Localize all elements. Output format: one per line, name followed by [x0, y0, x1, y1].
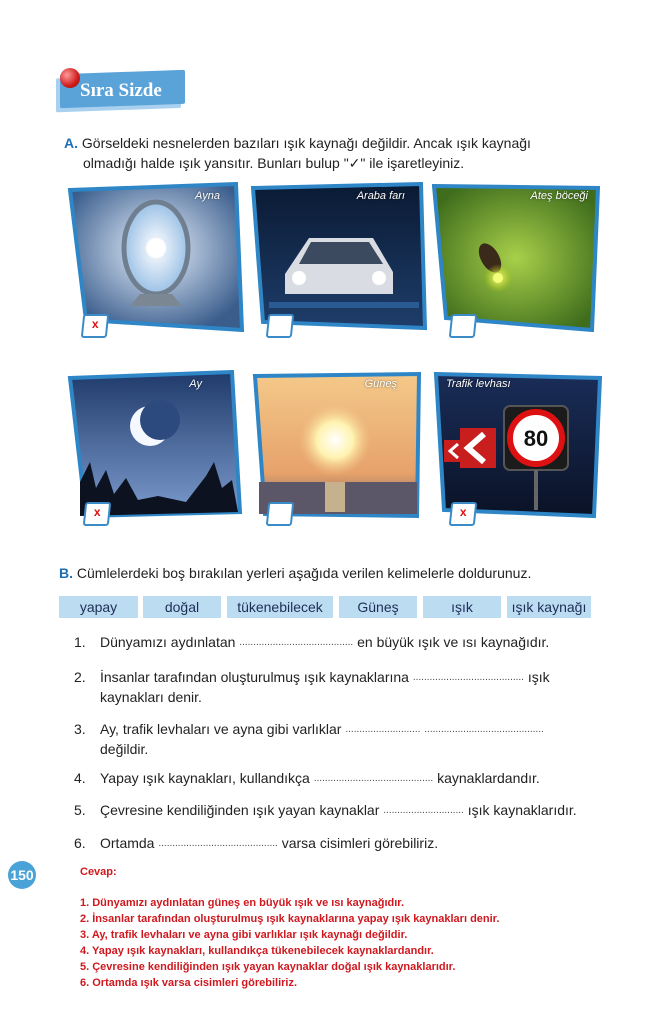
sentence-number: 3.	[74, 721, 86, 737]
blank[interactable]: ...........................................	[313, 773, 434, 784]
answer-checkbox[interactable]	[81, 314, 110, 338]
answer-title: Cevap:	[80, 866, 117, 878]
answer-line: 6. Ortamda ışık varsa cisimleri görebiliriz.	[80, 977, 298, 989]
mirror-image	[64, 182, 244, 332]
moon-image	[66, 370, 246, 520]
x-mark: x	[459, 505, 467, 519]
sentence-text: Ortamda	[100, 835, 155, 851]
card-sun	[249, 370, 429, 520]
word-bank-item: Güneş	[339, 596, 417, 618]
question-a-letter: A.	[64, 135, 78, 151]
word-bank-item: ışık	[423, 596, 501, 618]
sentence-text: Çevresine kendiliğinden ışık yayan kaynaklar	[100, 802, 380, 818]
sentence-text: ışık kaynaklarıdır.	[467, 802, 577, 818]
answer-line: 3. Ay, trafik levhaları ve ayna gibi varlıklar ışık kaynağı değildir.	[80, 929, 408, 941]
sentence-number: 6.	[74, 835, 86, 851]
answer-line: 4. Yapay ışık kaynakları, kullandıkça tükenebilecek kaynaklardandır.	[80, 945, 434, 957]
sentence-text: Ay, trafik levhaları ve ayna gibi varlıklar	[100, 721, 342, 737]
blank[interactable]: ...........................	[345, 724, 421, 735]
blank[interactable]: ...........................................	[158, 838, 278, 849]
card-traffic-sign	[432, 370, 612, 520]
sentence-4	[74, 768, 594, 788]
sentence-text: Dünyamızı aydınlatan	[100, 634, 236, 650]
sentence-text: en büyük ışık ve ısı kaynağıdır.	[357, 634, 550, 650]
x-mark: x	[91, 317, 99, 331]
traffic-sign-image	[432, 370, 612, 520]
blank[interactable]: .........................................	[239, 637, 354, 648]
sentence-number: 2.	[74, 669, 86, 685]
sentence-number: 1.	[74, 634, 86, 650]
firefly-image	[432, 182, 612, 332]
blank[interactable]: ........................................	[412, 672, 524, 683]
sentence-number: 4.	[74, 770, 86, 786]
card-label: Ayna	[195, 190, 220, 202]
card-firefly	[432, 182, 612, 332]
answer-checkbox[interactable]	[266, 502, 295, 526]
car-image	[249, 182, 429, 332]
sentence-text: İnsanlar tarafından oluşturulmuş ışık kaynaklarına	[100, 669, 409, 685]
card-label: Araba farı	[356, 190, 405, 202]
answer-checkbox[interactable]	[449, 502, 478, 526]
sentence-6	[74, 833, 594, 853]
sentence-3	[74, 719, 594, 759]
word-bank-item: doğal	[143, 596, 221, 618]
sentence-text: kaynaklardandır.	[437, 770, 540, 786]
question-b-letter: B.	[59, 565, 73, 581]
card-label: Güneş	[364, 378, 397, 390]
answer-line: 2. İnsanlar tarafından oluşturulmuş ışık kaynaklarına yapay ışık kaynakları denir.	[80, 913, 500, 925]
word-bank-item: ışık kaynağı	[507, 596, 591, 618]
answer-line: 1. Dünyamızı aydınlatan güneş en büyük ışık ve ısı kaynağıdır.	[80, 897, 405, 909]
sentence-text: ışık	[527, 669, 550, 685]
answer-checkbox[interactable]	[449, 314, 478, 338]
sentence-number: 5.	[74, 802, 86, 818]
answer-checkbox[interactable]	[83, 502, 112, 526]
card-label: Ay	[189, 378, 202, 390]
question-a-line2: olmadığı halde ışık yansıtır. Bunları bulup "✓" ile işaretleyiniz.	[83, 155, 465, 171]
sentence-text: kaynakları denir.	[100, 689, 202, 705]
question-b-text: Cümlelerdeki boş bırakılan yerleri aşağıda verilen kelimelerle doldurunuz.	[76, 565, 532, 581]
question-a-line1: Görseldeki nesnelerden bazıları ışık kaynağı değildir. Ancak ışık kaynağı	[81, 135, 531, 151]
card-car-headlight	[249, 182, 429, 332]
sentence-2	[74, 667, 594, 707]
page-number: 150	[8, 861, 36, 889]
sentence-text: Yapay ışık kaynakları, kullandıkça	[100, 770, 310, 786]
pushpin-icon	[60, 68, 80, 88]
x-mark: x	[93, 505, 101, 519]
blank[interactable]: ...........................................	[424, 724, 544, 735]
speed-limit-text: 80	[523, 426, 549, 451]
card-moon	[66, 370, 246, 520]
card-label: Trafik levhası	[446, 378, 511, 390]
answer-line: 5. Çevresine kendiliğinden ışık yayan kaynaklar doğal ışık kaynaklarıdır.	[80, 961, 456, 973]
sentence-5	[74, 800, 604, 820]
sentence-1	[74, 632, 594, 652]
blank[interactable]: .............................	[383, 805, 464, 816]
card-label: Ateş böceği	[530, 190, 588, 202]
word-bank-item: yapay	[59, 596, 138, 618]
answer-checkbox[interactable]	[266, 314, 295, 338]
sun-image	[249, 370, 429, 520]
word-bank-item: tükenebilecek	[227, 596, 333, 618]
sentence-text: değildir.	[100, 741, 149, 757]
question-b	[59, 563, 531, 583]
section-title: Sıra Sizde	[80, 80, 162, 101]
question-a	[64, 133, 531, 153]
card-mirror	[64, 182, 244, 332]
sentence-text: varsa cisimleri görebiliriz.	[281, 835, 439, 851]
